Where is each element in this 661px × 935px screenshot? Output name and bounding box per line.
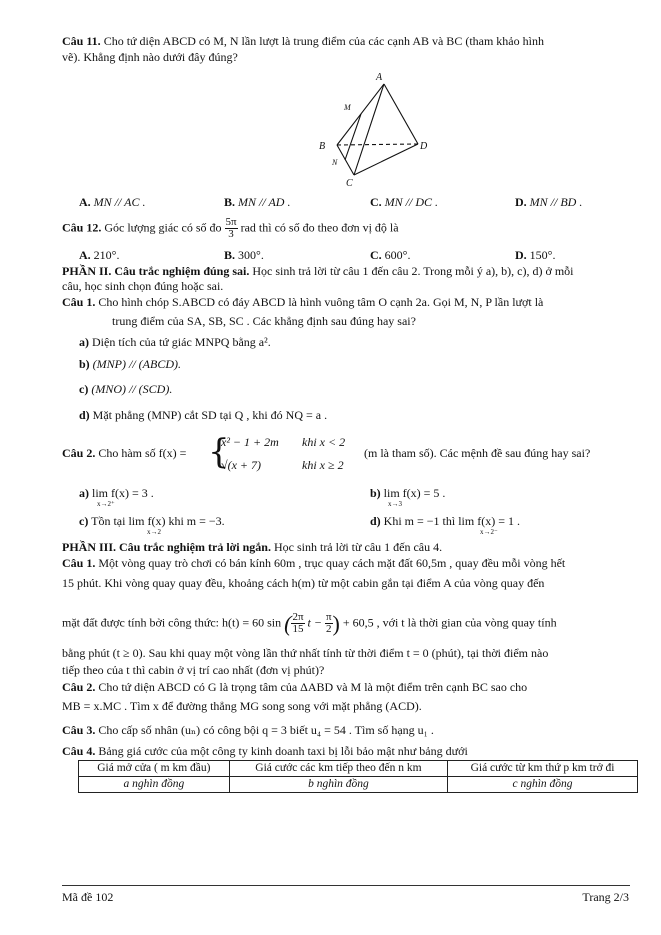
q11-option-c[interactable]: C. MN // DC .: [370, 195, 439, 209]
part2-heading: PHẦN II. Câu trắc nghiệm đúng sai. Học sinh trả lời từ câu 1 đến câu 2. Trong mỗi ý a), b), c), d) ở mỗi: [62, 264, 574, 278]
q12-label: Câu 12.: [62, 220, 102, 235]
q12-fraction: $\frac{5\pi}{3}$: [225, 216, 237, 240]
p3-c1-line5: tiếp theo của t thì cabin ở vị trí cao nhất (đơn vị phút)?: [62, 663, 325, 677]
edge-cd: [354, 144, 418, 175]
piecewise-case2-cond: khi x ≥ 2: [302, 458, 344, 472]
piecewise-case2-expr: √(x + 7): [221, 458, 262, 472]
label-d: D: [420, 141, 428, 152]
table-header-cell: Giá cước các km tiếp theo đến n km: [229, 761, 447, 777]
p2-c2-post: (m là tham số). Các mệnh đề sau đúng hay sai?: [364, 446, 591, 460]
q12-option-b[interactable]: B. 300°.: [224, 248, 264, 262]
formula-fraction-2pi-15: $\frac{2\pi}{15}$: [292, 611, 304, 635]
p3-c1-line1: Câu 1. Một vòng quay trò chơi có bán kính 60m , trục quay cách mặt đất 60,5m , quay đều mỗi vòng hết: [62, 556, 566, 570]
piecewise-case1-cond: khi x < 2: [302, 435, 346, 449]
taxi-fare-table: [78, 760, 638, 793]
table-cell: c nghìn đồng: [448, 777, 638, 793]
p3-c1-line3: mặt đất được tính bởi công thức: h(t) = 60 sin ( $\frac{2\pi}{15}$ t − $\frac{\pi}{2}$ ) + 60,5 , với t là thời gian của vòng quay tính: [62, 611, 557, 636]
p3-c1-line4: bằng phút (t ≥ 0). Sau khi quay một vòng lần thứ nhất tính từ thời điểm t = 0 (phút), tại thời điểm nào: [62, 646, 549, 660]
p2-c1-line2: trung điểm của SA, SB, SC . Các khẳng định sau đúng hay sai?: [112, 314, 416, 328]
p2-c1-item-a[interactable]: a) Diện tích của tứ giác MNPQ bằng a².: [79, 335, 271, 349]
p2-c2-line: Câu 2. Cho hàm số f(x) =: [62, 446, 187, 460]
segment-mn: [345, 114, 361, 160]
p2-c2-item-a[interactable]: a) lim f(x) = 3 . x→2⁺: [79, 486, 154, 508]
table-header-cell: Giá mở cửa ( m km đầu): [79, 761, 230, 777]
q11-line2: vẽ). Khẳng định nào dưới đây đúng?: [62, 50, 238, 64]
label-b: B: [319, 141, 326, 152]
edge-ad: [384, 84, 418, 144]
edge-bd: [337, 144, 418, 145]
table-header-cell: Giá cước từ km thứ p km trở đi: [448, 761, 638, 777]
q11-option-a[interactable]: A. MN // AC .: [79, 195, 146, 209]
part3-title: PHẦN III. Câu trắc nghiệm trả lời ngắn.: [62, 540, 271, 554]
p3-c1-line2: 15 phút. Khi vòng quay quay đều, khoảng cách h(m) từ một cabin gắn tại điểm A của vòng quay đến: [62, 576, 545, 590]
tetrahedron-figure: [312, 68, 437, 190]
p2-c2-item-c[interactable]: c) Tồn tại lim f(x) khi m = −3. x→2: [79, 514, 225, 536]
p2-c1-item-b[interactable]: b) (MNP) // (ABCD).: [79, 357, 181, 371]
footer-page-number: Trang 2/3: [582, 890, 629, 904]
table-row: [79, 777, 638, 793]
table-header-row: [79, 761, 638, 777]
table-cell: a nghìn đồng: [79, 777, 230, 793]
big-paren-close: ): [332, 611, 340, 636]
p2-c1-item-c[interactable]: c) (MNO) // (SCD).: [79, 382, 173, 396]
p2-c1-line1: Câu 1. Cho hình chóp S.ABCD có đáy ABCD là hình vuông tâm O cạnh 2a. Gọi M, N, P lần lượt là: [62, 295, 544, 309]
table-cell: b nghìn đồng: [229, 777, 447, 793]
p2-c1-item-d[interactable]: d) Mặt phẳng (MNP) cắt SD tại Q , khi đó NQ = a .: [79, 408, 328, 422]
p3-c3-line: Câu 3. Cho cấp số nhân (uₙ) có công bội q = 3 biết u₄ = 54 . Tìm số hạng u₁ .: [62, 723, 434, 737]
big-paren-open: (: [284, 611, 292, 636]
formula-fraction-pi-2: $\frac{\pi}{2}$: [325, 611, 332, 635]
piecewise-case1-expr: x² − 1 + 2m: [221, 435, 279, 449]
q12-option-a[interactable]: A. 210°.: [79, 248, 120, 262]
q11-option-d[interactable]: D. MN // BD .: [515, 195, 583, 209]
p2-c2-item-d[interactable]: d) Khi m = −1 thì lim f(x) = 1 . x→2⁻: [370, 514, 520, 536]
footer-divider: [62, 885, 630, 886]
edge-ac: [354, 84, 384, 175]
part3-heading: PHẦN III. Câu trắc nghiệm trả lời ngắn. Học sinh trả lời từ câu 1 đến câu 4.: [62, 540, 443, 554]
q11-line1: [62, 34, 637, 49]
q11-text1: Cho tứ diện ABCD có M, N lần lượt là trung điểm của các cạnh AB và BC (tham khảo hình: [103, 34, 544, 48]
p2-c2-item-b[interactable]: b) lim f(x) = 5 . x→3: [370, 486, 446, 508]
q12-option-c[interactable]: C. 600°.: [370, 248, 411, 262]
label-a: A: [376, 72, 383, 83]
part2-intro2: câu, học sinh chọn đúng hoặc sai.: [62, 279, 224, 293]
q11-option-b[interactable]: B. MN // AD .: [224, 195, 291, 209]
p3-c2-line1: Câu 2. Cho tứ diện ABCD có G là trọng tâm của ΔABD và M là một điểm trên cạnh BC sao cho: [62, 680, 528, 694]
label-c: C: [346, 178, 353, 189]
q12-option-d[interactable]: D. 150°.: [515, 248, 556, 262]
p3-c4-line: Câu 4. Bảng giá cước của một công ty kinh doanh taxi bị lỗi bảo mật như bảng dưới: [62, 744, 468, 758]
q12-line: Câu 12. Góc lượng giác có số đo $\frac{5\pi}{3}$ rad thì có số đo theo đơn vị độ là: [62, 216, 399, 240]
label-m: M: [344, 103, 351, 112]
part2-title: PHẦN II. Câu trắc nghiệm đúng sai.: [62, 264, 250, 278]
label-n: N: [332, 158, 338, 167]
p3-c2-line2: MB = x.MC . Tìm x để đường thẳng MG song song với mặt phẳng (ACD).: [62, 699, 422, 713]
piecewise-brace: {: [208, 432, 230, 472]
footer-exam-code: Mã đề 102: [62, 890, 114, 904]
q11-label: Câu 11.: [62, 34, 101, 48]
